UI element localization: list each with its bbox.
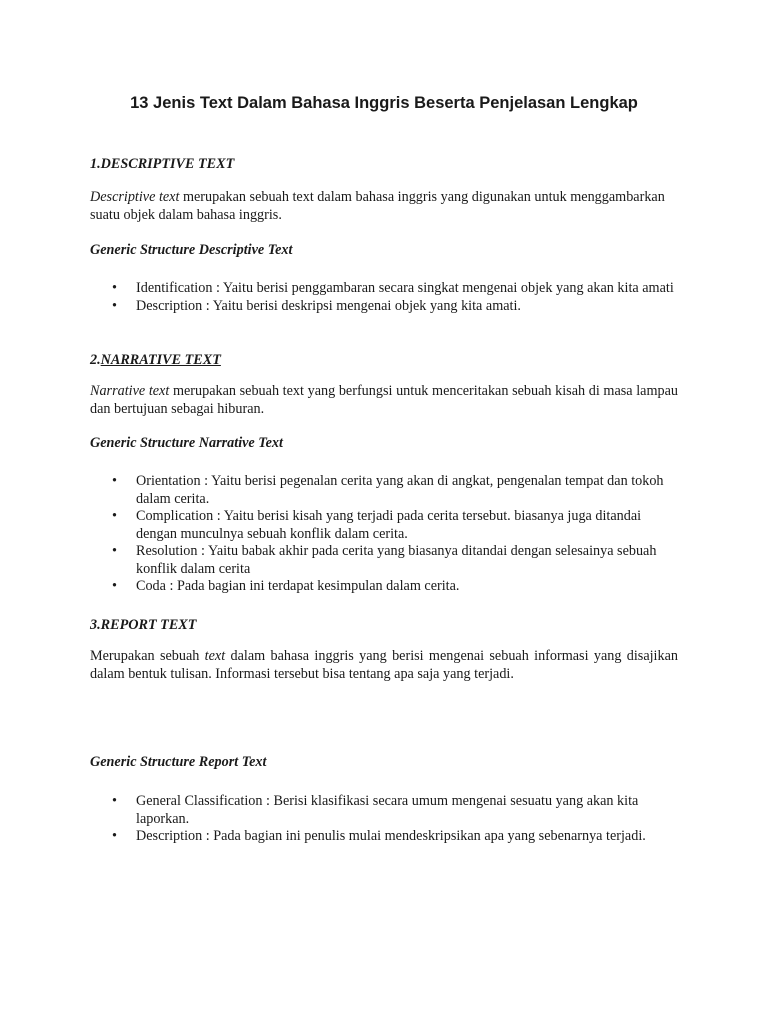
list-item [0, 543, 684, 578]
section-2-term: Narrative text [90, 383, 170, 399]
bullet-icon: • [112, 297, 117, 314]
bullet-icon: • [112, 508, 117, 524]
list-item [0, 578, 684, 596]
list-item [0, 508, 684, 543]
bullet-icon: • [112, 828, 117, 844]
section-1-title: DESCRIPTIVE TEXT [100, 156, 235, 172]
list-item [0, 793, 684, 828]
section-2-intro-text: merupakan sebuah text yang berfungsi untuk menceritakan sebuah kisah di masa lampau dan bertujuan sebagai hiburan. [90, 383, 678, 417]
list-item [0, 298, 684, 316]
list-item-text: Orientation : Yaitu berisi pegenalan cerita yang akan di angkat, pengenalan tempat dan tokoh dalam cerita. [136, 473, 664, 507]
bullet-icon: • [112, 793, 117, 809]
section-2-number: 2. [90, 352, 101, 368]
section-1-intro [90, 189, 678, 224]
section-1-intro-text: merupakan sebuah text dalam bahasa inggris yang digunakan untuk menggambarkan suatu objek dalam bahasa inggris. [90, 189, 665, 223]
bullet-icon: • [112, 543, 117, 559]
section-2-title: NARRATIVE TEXT [100, 352, 221, 368]
section-1-term: Descriptive text [90, 189, 180, 205]
section-2-list [0, 473, 768, 596]
list-item-text: Identification : Yaitu berisi penggambaran secara singkat mengenai objek yang akan kita amati [136, 280, 674, 296]
list-item [0, 280, 684, 298]
list-item-text: Description : Pada bagian ini penulis mulai mendeskripsikan apa yang sebenarnya terjadi. [136, 828, 646, 844]
list-item-text: Coda : Pada bagian ini terdapat kesimpulan dalam cerita. [136, 578, 460, 594]
document-title: 13 Jenis Text Dalam Bahasa Inggris Beserta Penjelasan Lengkap [130, 94, 638, 112]
section-2-intro [90, 383, 678, 418]
section-1-number: 1. [90, 156, 101, 172]
section-3-intro-pre: Merupakan sebuah [90, 648, 205, 664]
bullet-icon: • [112, 578, 117, 594]
section-1-heading [90, 156, 234, 174]
list-item-text: General Classification : Berisi klasifikasi secara umum mengenai sesuatu yang akan kita laporkan. [136, 793, 639, 827]
list-item-text: Resolution : Yaitu babak akhir pada cerita yang biasanya ditandai dengan selesainya sebuah konflik dalam cerita [136, 543, 657, 577]
bullet-icon: • [112, 473, 117, 489]
list-item-text: Complication : Yaitu berisi kisah yang terjadi pada cerita tersebut. biasanya juga ditandai dengan munculnya sebuah konflik dalam cerita. [136, 508, 642, 542]
section-3-structure-title: Generic Structure Report Text [90, 754, 267, 770]
section-3-heading [90, 617, 196, 635]
section-3-number: 3. [90, 617, 101, 633]
section-1-list [0, 280, 768, 315]
section-3-intro-text: dalam bahasa inggris yang berisi mengenai sebuah informasi yang disajikan dalam bentuk tulisan. Informasi tersebut bisa tentang apa saja yang terjadi. [90, 648, 678, 682]
section-2-heading [90, 352, 221, 370]
section-3-title: REPORT TEXT [100, 617, 197, 633]
section-2-structure-title: Generic Structure Narrative Text [90, 435, 283, 451]
list-item [0, 473, 684, 508]
section-3-intro [90, 648, 678, 683]
section-3-term: text [204, 648, 226, 664]
list-item [0, 828, 684, 846]
section-1-structure-title: Generic Structure Descriptive Text [90, 242, 293, 258]
section-3-list [0, 793, 768, 846]
list-item-text: Description : Yaitu berisi deskripsi mengenai objek yang kita amati. [136, 297, 521, 314]
bullet-icon: • [112, 280, 117, 296]
